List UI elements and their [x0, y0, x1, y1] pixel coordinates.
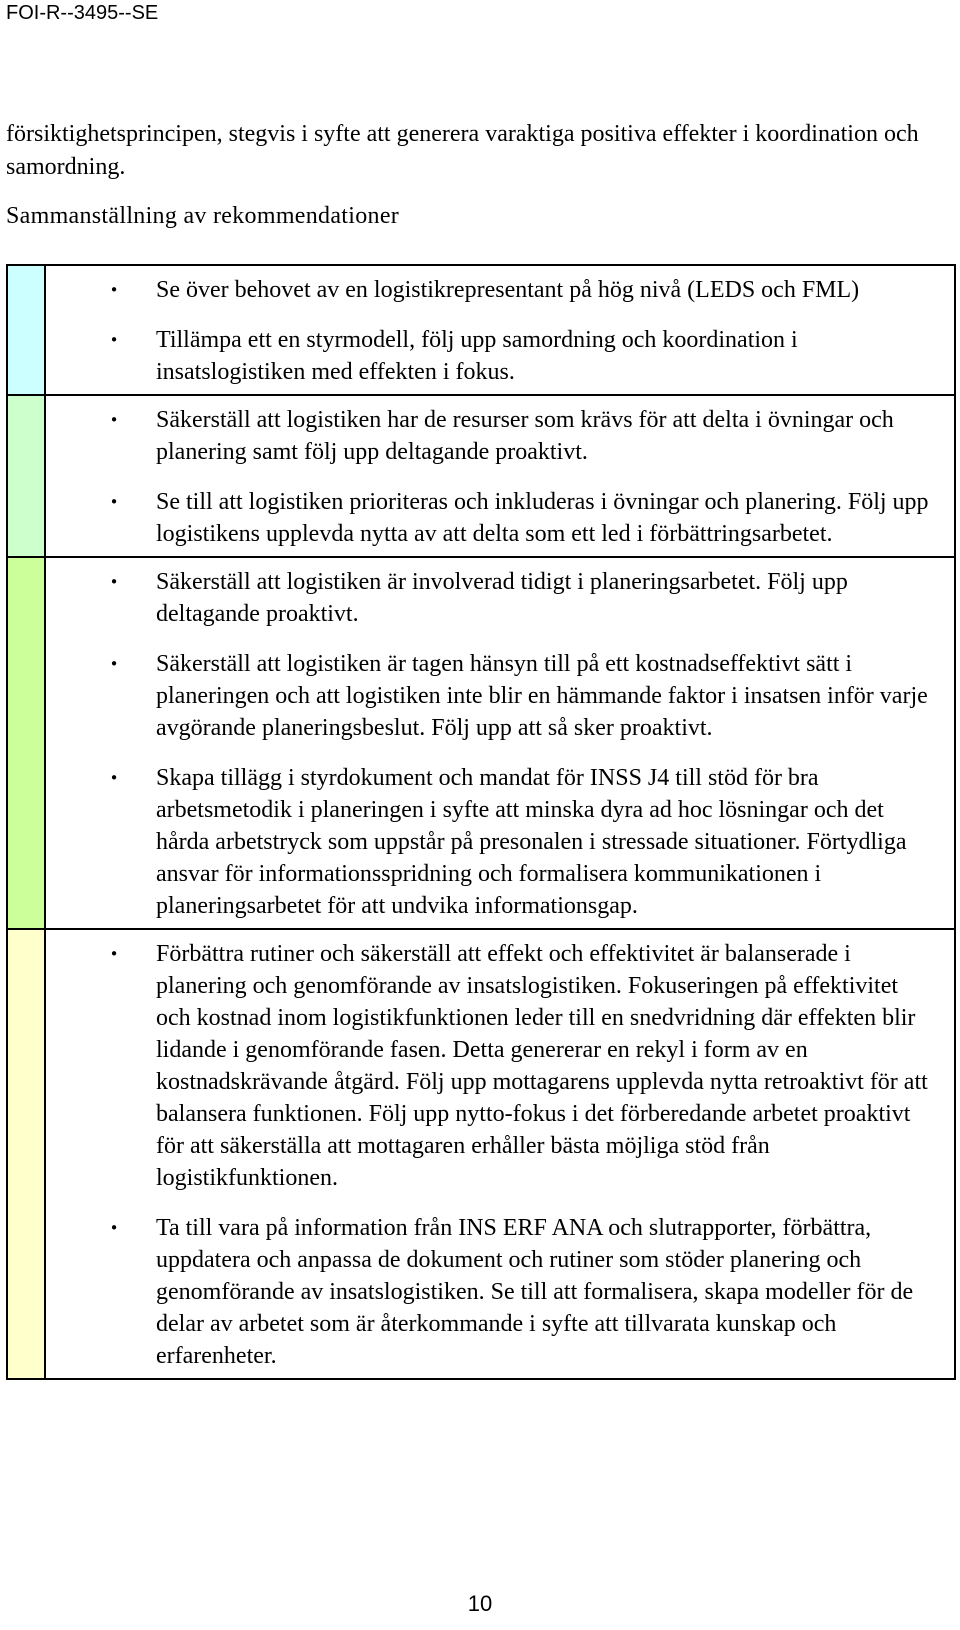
recommendation-text: Skapa tillägg i styrdokument och mandat för INSS J4 till stöd för bra arbetsmetodik i planeringen i syfte att minska dyra ad hoc lösningar och det hårda arbetstryck som uppstår på presonalen i stressade situationer. Förtydliga ansvar för informationsspridning och formalisera kommunikationen i planeringsarbetet för att undvika informationsgap.	[156, 765, 907, 919]
recommendation-group	[6, 930, 956, 1380]
intro-text: försiktighetsprincipen, stegvis i syfte att generera varaktiga positiva effekter i koordination och samordning.	[6, 121, 919, 180]
recommendation-item	[46, 566, 954, 630]
recommendation-item	[46, 486, 954, 550]
bullet-icon: •	[109, 769, 119, 787]
section-title: Sammanställning av rekommendationer	[6, 203, 400, 229]
group-content	[46, 558, 956, 928]
bullet-icon: •	[109, 331, 119, 349]
recommendation-text: Ta till vara på information från INS ERF ANA och slutrapporter, förbättra, uppdatera och anpassa de dokument och rutiner som stöder planering och genomförande av insatslogistiken. Se till att formalisera, skapa modeller för de delar av arbetet som är återkommande i syfte att tillvarata kunskap och erfarenheter.	[156, 1215, 914, 1369]
bullet-icon: •	[109, 281, 119, 299]
recommendation-text: Se till att logistiken prioriteras och inkluderas i övningar och planering. Följ upp logistikens upplevda nytta av att delta som ett led i förbättringsarbetet.	[156, 489, 929, 547]
group-content	[46, 266, 956, 394]
group-color-bar	[6, 558, 46, 928]
recommendations-table	[6, 264, 956, 1380]
recommendation-group	[6, 558, 956, 930]
bullet-icon: •	[109, 411, 119, 429]
bullet-icon: •	[109, 493, 119, 511]
recommendation-text: Förbättra rutiner och säkerställ att effekt och effektivitet är balanserade i planering och genomförande av insatslogistiken. Fokuseringen på effektivitet och kostnad inom logistikfunktionen leder till en snedvridning där effekten blir lidande i genomförande fasen. Detta genererar en rekyl i form av en kostnadskrävande åtgärd. Följ upp mottagarens upplevda nytta retroaktivt för att balansera funktionen. Följ upp nytto-fokus i det förberedande arbetet proaktivt för att säkerställa att mottagaren erhåller bästa möjliga stöd från logistikfunktionen.	[156, 941, 928, 1191]
recommendation-text: Säkerställ att logistiken är involverad tidigt i planeringsarbetet. Följ upp deltagande proaktivt.	[156, 569, 848, 627]
bullet-icon: •	[109, 945, 119, 963]
group-color-bar	[6, 396, 46, 556]
recommendation-item	[46, 938, 954, 1194]
recommendation-item	[46, 762, 954, 922]
recommendation-text: Säkerställ att logistiken är tagen hänsyn till på ett kostnadseffektivt sätt i planeringen och att logistiken inte blir en hämmande faktor i insatsen inför varje avgörande planeringsbeslut. Följ upp att så sker proaktivt.	[156, 651, 928, 741]
recommendation-text: Tillämpa ett en styrmodell, följ upp samordning och koordination i insatslogistiken med effekten i fokus.	[156, 327, 798, 385]
bullet-icon: •	[109, 1219, 119, 1237]
group-content	[46, 396, 956, 556]
group-color-bar	[6, 930, 46, 1378]
recommendation-group	[6, 264, 956, 396]
document-id: FOI-R--3495--SE	[6, 2, 159, 24]
recommendation-item	[46, 1212, 954, 1372]
bullet-icon: •	[109, 655, 119, 673]
recommendation-item	[46, 648, 954, 744]
page-number: 10	[467, 1591, 493, 1616]
recommendation-group	[6, 396, 956, 558]
recommendation-text: Säkerställ att logistiken har de resurser som krävs för att delta i övningar och planering samt följ upp deltagande proaktivt.	[156, 407, 894, 465]
bullet-icon: •	[109, 573, 119, 591]
intro-paragraph	[6, 118, 936, 184]
recommendation-text: Se över behovet av en logistikrepresentant på hög nivå (LEDS och FML)	[156, 277, 860, 303]
group-color-bar	[6, 266, 46, 394]
recommendation-item	[46, 324, 954, 388]
recommendation-item	[46, 404, 954, 468]
group-content	[46, 930, 956, 1378]
recommendation-item	[46, 274, 954, 306]
